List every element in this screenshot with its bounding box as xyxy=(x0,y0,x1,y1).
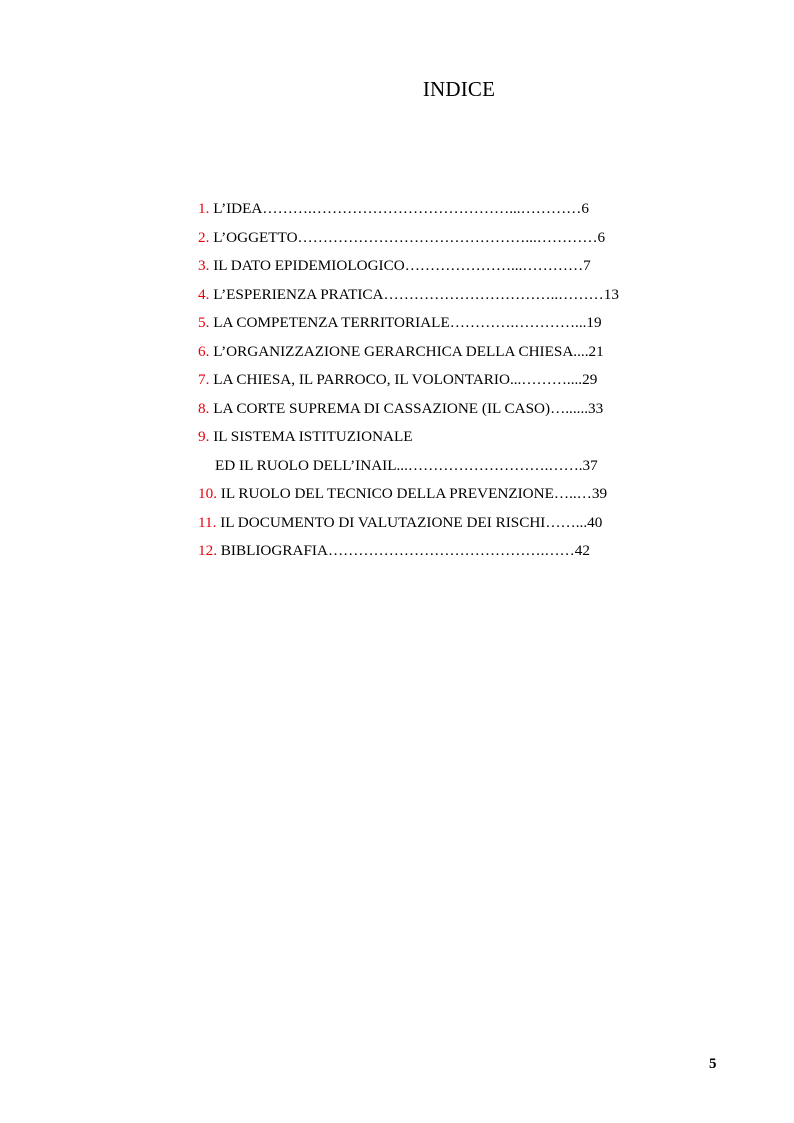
table-of-contents xyxy=(198,198,638,569)
toc-entry-9 xyxy=(198,426,638,455)
toc-entry-3 xyxy=(198,255,638,284)
toc-text: LA CHIESA, IL PARROCO, IL VOLONTARIO...………....29 xyxy=(209,371,598,388)
toc-number: 1. xyxy=(198,200,210,217)
toc-text: LA COMPETENZA TERRITORIALE………….…………...19 xyxy=(209,314,602,331)
toc-text: IL SISTEMA ISTITUZIONALE xyxy=(209,428,413,445)
toc-number: 7. xyxy=(198,371,210,388)
toc-entry-1 xyxy=(198,198,638,227)
toc-number: 11. xyxy=(198,513,217,531)
toc-number: 3. xyxy=(198,257,210,274)
toc-text: IL DATO EPIDEMIOLOGICO…………………...…………7 xyxy=(209,257,591,274)
toc-text: IL DOCUMENTO DI VALUTAZIONE DEI RISCHI……...40 xyxy=(216,513,603,531)
page-number: 5 xyxy=(709,1056,717,1072)
toc-number: 10. xyxy=(198,485,217,502)
toc-entry-11 xyxy=(198,512,638,541)
toc-text: L’ORGANIZZAZIONE GERARCHICA DELLA CHIESA....21 xyxy=(209,342,604,360)
toc-text: L’OGGETTO………………………………………...…………6 xyxy=(209,228,606,246)
page-title: INDICE xyxy=(422,77,496,101)
toc-number: 5. xyxy=(198,314,210,331)
toc-text: BIBLIOGRAFIA…………………………………….……42 xyxy=(216,542,590,559)
toc-number: 2. xyxy=(198,228,210,246)
toc-entry-5 xyxy=(198,312,638,341)
toc-number: 6. xyxy=(198,342,210,360)
toc-entry-6 xyxy=(198,341,638,370)
toc-text: LA CORTE SUPREMA DI CASSAZIONE (IL CASO)…......33 xyxy=(209,399,604,417)
toc-number: 4. xyxy=(198,285,210,303)
toc-number: 9. xyxy=(198,428,210,445)
toc-entry-9-continuation xyxy=(198,455,638,484)
toc-text: IL RUOLO DEL TECNICO DELLA PREVENZIONE…..…39 xyxy=(216,485,608,502)
toc-text: L’IDEA……….…………………………………...…………6 xyxy=(209,200,589,217)
toc-entry-4 xyxy=(198,284,638,313)
toc-entry-12 xyxy=(198,540,638,569)
toc-text: ED IL RUOLO DELL’INAIL...……………………….…….37 xyxy=(215,456,598,474)
toc-entry-8 xyxy=(198,398,638,427)
toc-entry-2 xyxy=(198,227,638,256)
toc-number: 12. xyxy=(198,542,217,559)
toc-text: L’ESPERIENZA PRATICA……………………………..………13 xyxy=(209,285,619,303)
toc-number: 8. xyxy=(198,399,210,417)
toc-entry-7 xyxy=(198,369,638,398)
toc-entry-10 xyxy=(198,483,638,512)
